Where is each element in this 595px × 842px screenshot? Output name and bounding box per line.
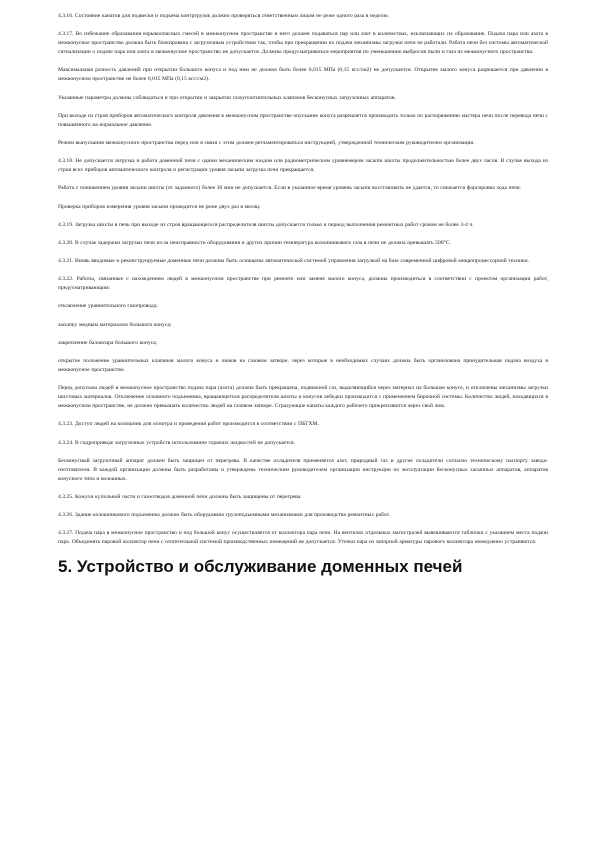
- paragraph: 4.3.24. В гидроприводе загрузочных устройств использование горючих жидкостей не допускается.: [58, 439, 296, 446]
- paragraph: 4.3.18. Не допускается загрузка и работа доменной печи с одним механическим зондом или радиометрическим уровнемером засыпи шихты продолжительностью более двух часов. В случае выхода из строя всех приборов автоматического контроля и регистрации уровня засыпи загрузка печи прекращается.: [58, 158, 548, 174]
- paragraph: 4.3.16. Состояние канатов для подвески и подъема контргрузов должно проверяться ответственным лицом не реже одного раза в неделю.: [58, 13, 390, 19]
- paragraph: 4.3.26. Здание колошникового подъемника должно быть оборудовано грузоподъемными механизмами для производства ремонтных работ.: [58, 512, 391, 519]
- paragraph: 4.3.19. Загрузка шихты в печь при выходе из строя вращающегося распределителя шихты допускается только в период выполнения ремонтных работ сроком не более 3-4 ч.: [58, 221, 474, 228]
- paragraph: засыпку медным материалом большого конуса;: [58, 321, 172, 328]
- paragraph: 4.3.22. Работы, связанные с нахождением людей в межконусном пространстве при ремонте или замене малого конуса, должны производиться в соответствии с проектом организации работ, предусматривающим:: [58, 276, 548, 292]
- section-heading: 5. Устройство и обслуживание доменных печей: [58, 556, 463, 576]
- paragraph: отключение уравнительного газопровода;: [58, 303, 158, 310]
- document-body: [58, 12, 548, 577]
- paragraph: Перед допуском людей в межконусное пространство подача пара (азота) должна быть прекращена, подвижной газ, выделяющийся через материал на большом конусе, и отключены механизмы загрузки шихтовых материалов. Отключение основного подъемника, вращающегося распределителя шихты и конусов лебедки производится с применением бирочной системы. Количество людей, находящихся в межконусном пространстве, не должно превышать количество людей на газовом затворе. Страхующие канаты каждого рабочего прикрепляются через свой люк.: [58, 385, 548, 410]
- paragraph: 4.3.23. Доступ людей на колошник для осмотра и проведения работ производится в соответствии с ПБГХМ.: [58, 421, 319, 428]
- paragraph: закрепление балансира большого конуса;: [58, 339, 158, 346]
- paragraph: 4.3.20. В случае задержки загрузки печи из-за неисправности оборудования и других причин температура колошникового газа в печи не должна превышать 500°С.: [58, 239, 451, 246]
- paragraph: Бесконусный загрузочный аппарат должен быть защищен от перегрева. В качестве охладителя применяется азот, природный газ и другие охладители согласно техническому паспорту завода-изготовителя. В каждой организации должны быть разработаны и утверждены техническим руководителем организации инструкции по эксплуатации бесконусных засыпных аппаратов, аппаратов конусного типа и колошных.: [58, 457, 548, 482]
- paragraph: Максимальная разность давлений при открытии большого конуса и под ним не должна быть более 0,015 МПа (0,15 кгс/см2) не допускается. Открытие малого конуса разрешается при давлении в межконусном пространстве не более 0,015 МПа (0,15 кгс/см2).: [58, 67, 548, 83]
- paragraph: 4.3.21. Вновь вводимые и реконструируемые доменные печи должны быть оснащены автоматической системой управления загрузкой на базе современной цифровой микропроцессорной техники.: [58, 258, 529, 265]
- paragraph: Проверка приборов измерения уровня засыпи проводится не реже двух раз в месяц.: [58, 203, 261, 210]
- paragraph: Указанные параметры должны соблюдаться и при открытии и закрытии газоуплотнительных клапанов бесконусных загрузочных аппаратов.: [58, 94, 396, 101]
- paragraph: Работа с понижением уровня засыпи шихты (от заданного) более 30 мин не допускается. Если в указанное время уровень засыпи восстановить не удается, то снижается форсировка хода печи.: [58, 185, 522, 192]
- paragraph: 4.3.27. Подача пара в межконусное пространство и под большой конус осуществляется от коллектора пара печи. На вентилях отдельных магистралей вывешиваются таблички с указанием места подачи пара. Объединять паровой коллектор печи с отопительной системой производственных помещений не допускается. Утечки пара из запорной арматуры парового коллектора немедленно устраняются.: [58, 530, 548, 546]
- paragraph: Режим выпускания межконусного пространства перед или в связи с этим должен регламентироваться инструкцией, утвержденной техническим руководителем организации.: [58, 139, 475, 146]
- paragraph: 4.3.17. Во избежание образования взрывоопасных смесей в межконусном пространстве в него должен подаваться пар или азот в количествах, исключающих их образование. Подача пара или азота в межконусное пространство должна быть блокирована с загрузочным устройством так, чтобы при прекращении их подачи механизмы загрузки печи не работали. Работа печи без системы автоматической сигнализации о подаче пара или азота в межконусное пространство не допускается. Должны предусматриваться мероприятия по уменьшению выбросов пыли и газа из межконусного пространства.: [58, 31, 548, 56]
- paragraph: При выходе из строя приборов автоматического контроля давления в межконусном пространстве опускание конуса разрешается производить только по распоряжению мастера печи после перевода печи с повышенного на нормальное давление.: [58, 112, 548, 128]
- paragraph: открытое положение уравнительных клапанов малого конуса и люков на газовом затворе, через которые в необходимых случаях должна быть организована принудительная подача воздуха в межконусное пространство.: [58, 358, 548, 373]
- paragraph: 4.3.25. Кожухи купольной части и газоотводов доменной печи должны быть защищены от перегрева.: [58, 493, 302, 500]
